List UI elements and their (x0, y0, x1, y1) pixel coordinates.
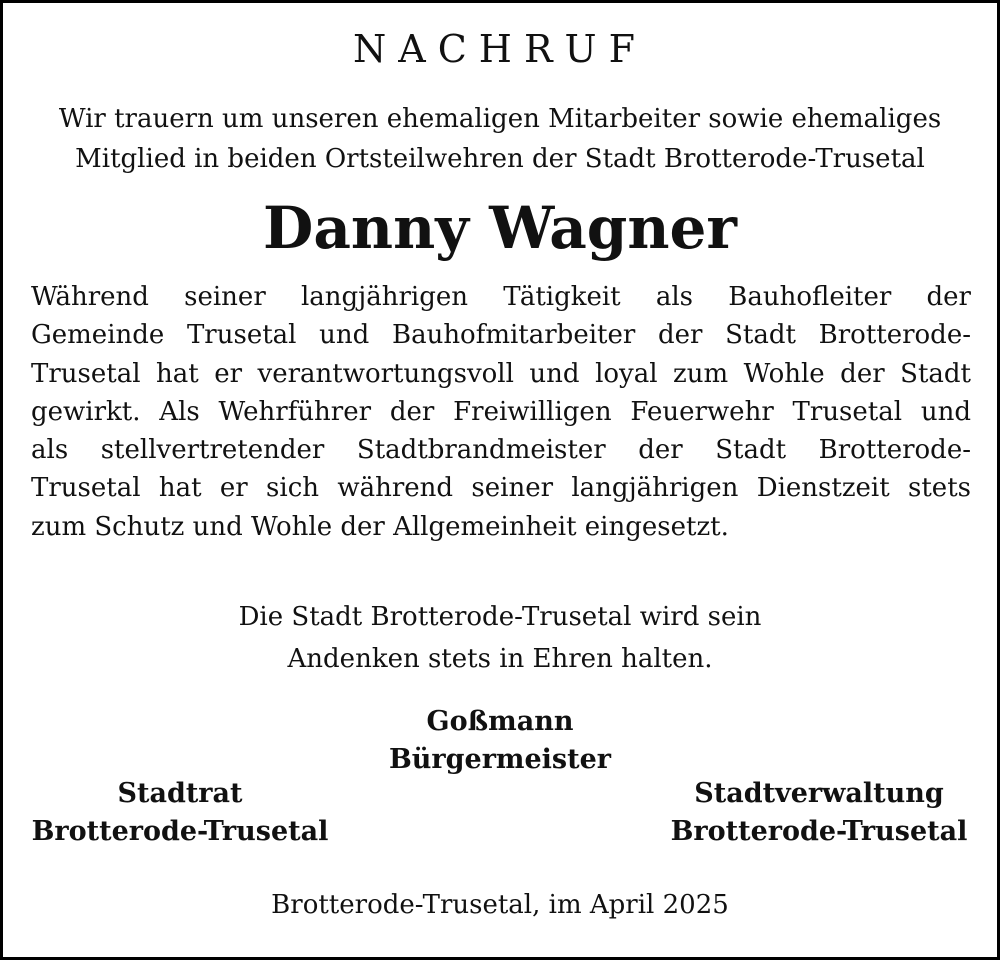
intro-line-1: Wir trauern um unseren ehemaligen Mitarbeiter sowie ehemaliges (58, 104, 942, 134)
tribute-paragraph (31, 278, 971, 546)
intro-line-2: Mitglied in beiden Ortsteilwehren der Stadt Brotterode-Trusetal (75, 144, 925, 174)
city-administration-signature (659, 775, 979, 851)
tribute-line: zum Schutz und Wohle der Allgemeinheit eingesetzt. (31, 511, 729, 542)
city-council-town: Brotterode-Trusetal (31, 816, 329, 847)
notice-heading: NACHRUF (353, 27, 647, 71)
mayor-title: Bürgermeister (388, 744, 612, 775)
mayor-name: Goßmann (426, 706, 574, 737)
closing-text (3, 596, 997, 680)
mayor-signature (3, 703, 997, 779)
tribute-line: Gemeinde Trusetal und Bauhofmitarbeiter der Stadt Brotterode- (31, 320, 971, 351)
city-administration-label: Stadtverwaltung (694, 778, 944, 809)
tribute-line: Während seiner langjährigen Tätigkeit als Bauhofleiter der (31, 282, 971, 312)
intro-text (23, 99, 977, 179)
city-council-label: Stadtrat (117, 778, 243, 809)
tribute-line: gewirkt. Als Wehrführer der Freiwilligen Feuerwehr Trusetal und (31, 396, 971, 427)
deceased-name: Danny Wagner (263, 194, 737, 262)
tribute-line: Trusetal hat er sich während seiner langjährigen Dienstzeit stets (31, 473, 971, 504)
place-and-date: Brotterode-Trusetal, im April 2025 (271, 890, 729, 920)
closing-line-2: Andenken stets in Ehren halten. (287, 644, 713, 674)
city-council-signature (25, 775, 335, 851)
closing-line-1: Die Stadt Brotterode-Trusetal wird sein (238, 602, 762, 632)
tribute-line: als stellvertretender Stadtbrandmeister der Stadt Brotterode- (31, 435, 971, 466)
tribute-line: Trusetal hat er verantwortungsvoll und loyal zum Wohle der Stadt (31, 358, 971, 389)
city-administration-town: Brotterode-Trusetal (670, 816, 968, 847)
